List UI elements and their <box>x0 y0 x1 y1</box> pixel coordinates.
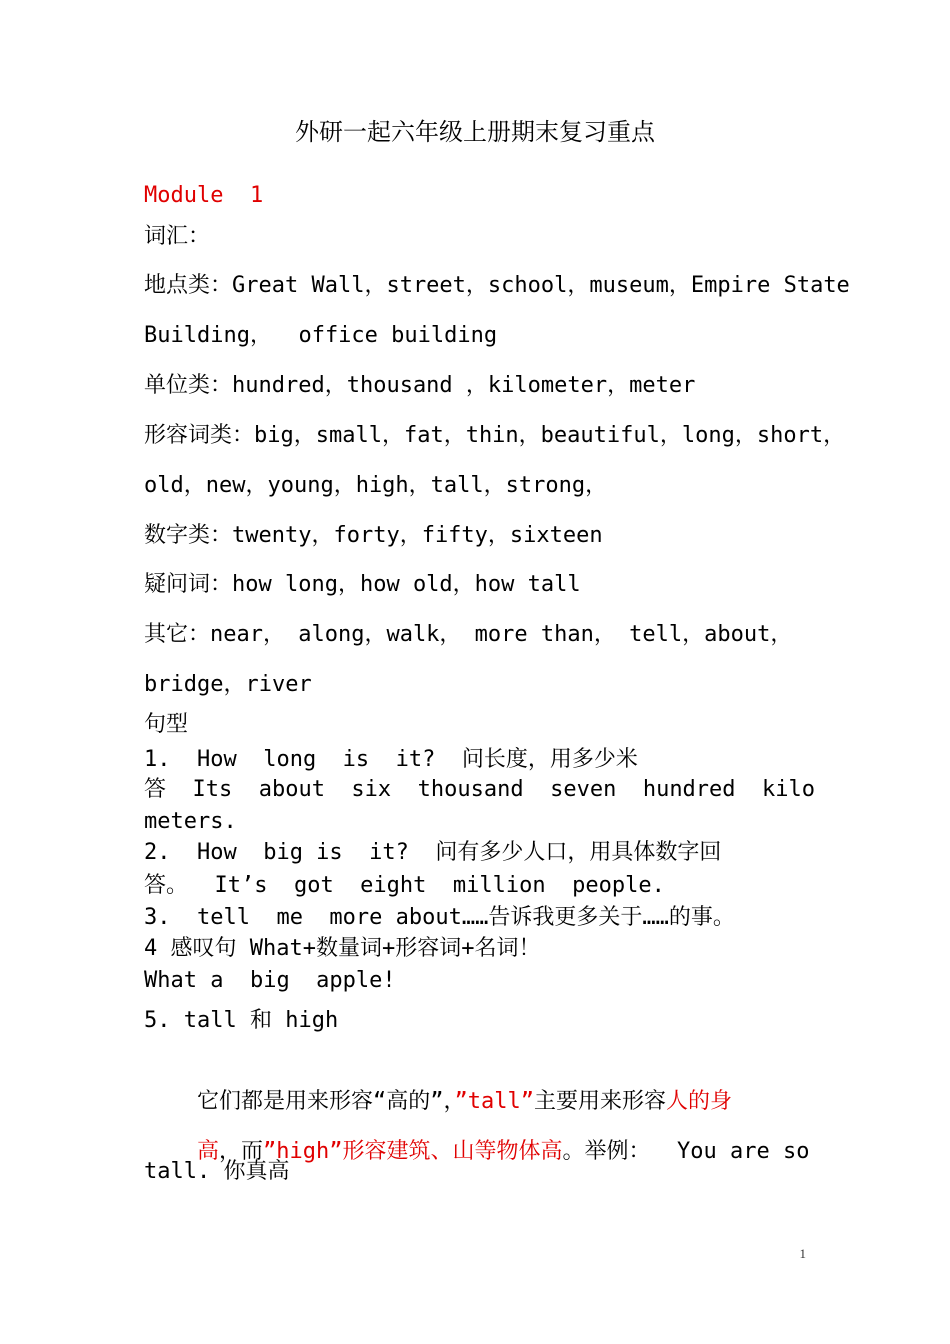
page-number: 1 <box>799 1246 806 1261</box>
note-highlight-high: ”high”形容建筑、山等物体高 <box>263 1139 563 1164</box>
sentence-5: 5. tall 和 high <box>144 1008 339 1033</box>
sentence-2: 2. How big is it? 问有多少人口，用具体数字回 <box>144 840 722 865</box>
note-line-3: tall. 你真高 <box>144 1159 290 1184</box>
vocab-places: 地点类：Great Wall，street，school，museum，Empire State <box>144 273 850 298</box>
note-highlight-person-height: 人的身 <box>665 1089 732 1114</box>
sentence-1-answer-cont: meters. <box>144 809 237 834</box>
note-highlight-tall: ”tall” <box>454 1089 534 1114</box>
vocab-numbers: 数字类：twenty，forty，fifty，sixteen <box>144 523 603 548</box>
sentence-3: 3. tell me more about……告诉我更多关于……的事。 <box>144 905 735 930</box>
vocab-units: 单位类：hundred，thousand ，kilometer，meter <box>144 373 696 398</box>
vocab-heading: 词汇： <box>144 224 211 249</box>
note-text: 主要用来形容 <box>533 1089 666 1114</box>
sentence-2-answer: 答。 It’s got eight million people. <box>144 873 665 898</box>
module-heading: Module 1 <box>144 183 264 208</box>
note-highlight-height: 高 <box>196 1139 219 1164</box>
sentence-4: 4 感叹句 What+数量词+形容词+名词！ <box>144 936 541 961</box>
note-text: 它们都是用来形容“高的”， <box>196 1089 455 1114</box>
page-title: 外研一起六年级上册期末复习重点 <box>295 118 655 146</box>
note-text: ，而 <box>219 1139 264 1164</box>
note-text: 。举例： You are so <box>562 1139 810 1164</box>
sentence-1-answer: 答 Its about six thousand seven hundred kilo <box>144 777 816 802</box>
vocab-adjectives: 形容词类：big，small，fat，thin，beautiful，long，short， <box>144 423 846 448</box>
vocab-others: 其它：near， along，walk， more than， tell，about， <box>144 622 793 647</box>
vocab-questions: 疑问词：how long，how old，how tall <box>144 572 581 597</box>
sentence-4-example: What a big apple! <box>144 968 396 993</box>
vocab-adjectives-cont: old，new，young，high，tall，strong， <box>144 473 608 498</box>
vocab-places-cont: Building， office building <box>144 323 498 348</box>
vocab-others-cont: bridge，river <box>144 672 312 697</box>
sentence-1: 1. How long is it? 问长度，用多少米 <box>144 747 638 772</box>
sentence-heading: 句型 <box>144 712 189 737</box>
